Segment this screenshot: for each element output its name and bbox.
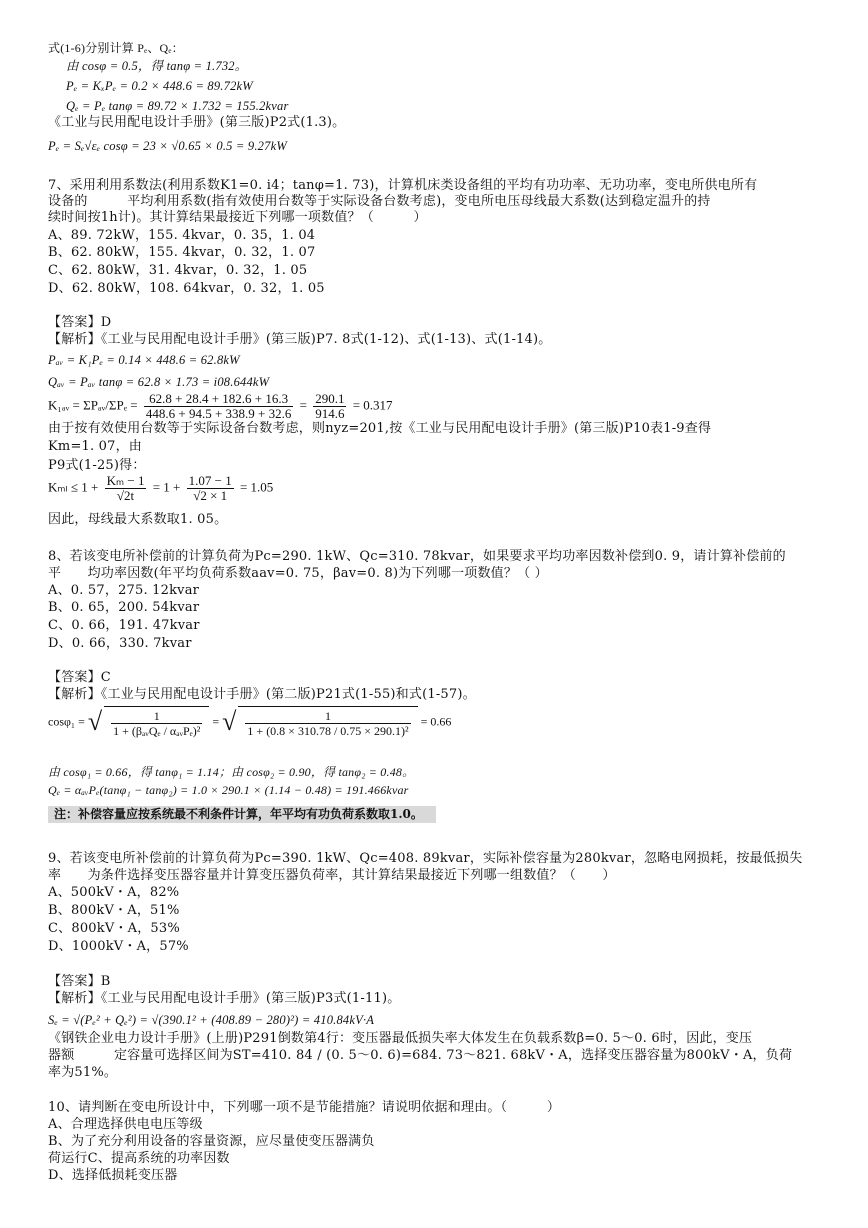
note-box: 注：补偿容量应按系统最不利条件计算，年平均有功负荷系数取1.0。: [48, 806, 436, 823]
text-line: 式(1-6)分别计算 Pₑ、Qₑ：: [48, 41, 184, 55]
fraction-numerator: Kₘ − 1: [106, 473, 145, 488]
fraction-denominator: 1 + (0.8 × 310.78 / 0.75 × 290.1)²: [247, 724, 409, 738]
option-b: B、800kV・A，51%: [48, 903, 180, 918]
option-a: A、89. 72kW，155. 4kvar，0. 35，1. 04: [48, 228, 316, 243]
fraction-denominator: √2t: [116, 488, 135, 503]
option-b: B、为了充分利用设备的容量资源，应尽量使变压器满负: [48, 1134, 375, 1149]
fraction-denominator: 914.6: [315, 406, 345, 421]
fraction-numerator: 1.07 − 1: [188, 473, 232, 488]
equation-line: Pₐᵥ = K₁Pₑ = 0.14 × 448.6 = 62.8kW: [48, 353, 240, 367]
question-7-stem: 7、采用利用系数法(利用系数K1=0. i4；tanφ=1. 73)，计算机床类设备组的平均有功功率、无功功率，变电所供电所有: [48, 178, 758, 193]
analysis-line: Km=1. 07，由: [48, 439, 143, 454]
equation-part: K₁ₐᵥ = ΣPₐᵥ/ΣPₑ =: [48, 397, 138, 413]
analysis-line: 【解析】《工业与民用配电设计手册》(第三版)P3式(1-11)。: [48, 991, 401, 1006]
equation-line: 由 cosφ₁ = 0.66，得 tanφ₁ = 1.14；由 cosφ₂ = 0.90，得 tanφ₂ = 0.48。: [48, 765, 415, 779]
option-d: D、选择低损耗变压器: [48, 1168, 178, 1183]
analysis-line: 率为51%。: [48, 1065, 118, 1080]
equation-line: Qₐᵥ = Pₐᵥ tanφ = 62.8 × 1.73 = i08.644kW: [48, 375, 270, 389]
equation-line: Sₑ = √(Pₑ² + Qₑ²) = √(390.1² + (408.89 − 280)²) = 410.84kV·A: [48, 1013, 375, 1027]
question-9-stem: 率 为条件选择变压器容量并计算变压器负荷率，其计算结果最接近下列哪一组数值？（ ）: [48, 868, 616, 883]
question-8-stem: 8、若该变电所补偿前的计算负荷为Pc=290. 1kW、Qc=310. 78kvar，如果要求平均功率因数补偿到0. 9，请计算补偿前的: [48, 549, 786, 564]
fraction-denominator: 448.6 + 94.5 + 338.9 + 32.6: [145, 406, 292, 421]
fraction: [313, 392, 346, 421]
equation-part: = 1 +: [152, 479, 181, 495]
analysis-line: 【解析】《工业与民用配电设计手册》(第三版)P7. 8式(1-12)、式(1-13)、式(1-14)。: [48, 332, 552, 347]
fraction: [144, 392, 294, 421]
option-d: D、62. 80kW，108. 64kvar，0. 32，1. 05: [48, 281, 325, 296]
equation-line: Pₑ = KₓPₑ = 0.2 × 448.6 = 89.72kW: [66, 79, 253, 93]
equation-part: = 0.66: [420, 714, 452, 729]
equation-cos-phi: cosφ₁ = √ $\frac{1}{\text{1 + (βₐᵥQₑ / αₐᵥPₑ)²}}$ = √ $\frac{1}{\text{1 + (0.8 × 310.78 / 0.75 × 290.1)²}}$ = 0.66: [48, 707, 452, 738]
option-b: B、62. 80kW，155. 4kvar，0. 32，1. 07: [48, 245, 316, 260]
analysis-line: 【解析】《工业与民用配电设计手册》(第二版)P21式(1-55)和式(1-57)。: [48, 687, 476, 702]
question-7-stem: 续时间按1h计)。其计算结果最接近下列哪一项数值？（ ）: [48, 210, 427, 225]
analysis-line: 因此，母线最大系数取1. 05。: [48, 512, 228, 527]
equation-line: Qₑ = Pₑ tanφ = 89.72 × 1.732 = 155.2kvar: [66, 99, 289, 113]
equation-part: = 1.05: [239, 479, 274, 495]
equation-line: 由 cosφ = 0.5，得 tanφ = 1.732。: [66, 59, 248, 73]
fraction-denominator: 1 + (βₐᵥQₑ / αₐᵥPₑ)²: [113, 724, 201, 738]
fraction-numerator: 62.8 + 28.4 + 182.6 + 16.3: [144, 392, 294, 407]
equation-part: = 0.317: [352, 397, 393, 413]
answer-label: 【答案】B: [48, 974, 111, 989]
question-10-stem: 10、请判断在变电所设计中，下列哪一项不是节能措施？请说明依据和理由。（ ）: [48, 1100, 561, 1115]
option-c: 荷运行C、提高系统的功率因数: [48, 1151, 230, 1166]
equation-part: Kₘₗ ≤ 1 +: [48, 479, 99, 495]
analysis-line: 《钢铁企业电力设计手册》(上册)P291倒数第4行：变压器最低损失率大体发生在负载系数β=0. 5～0. 6时，因此，变压: [48, 1031, 753, 1046]
option-a: A、500kV・A，82%: [48, 885, 180, 900]
question-9-stem: 9、若该变电所补偿前的计算负荷为Pc=390. 1kW、Qc=408. 89kvar，实际补偿容量为280kvar，忽略电网损耗，按最低损失: [48, 851, 803, 866]
fraction-numerator: 290.1: [315, 391, 345, 406]
equation-k-ml: [48, 474, 273, 503]
option-b: B、0. 65，200. 54kvar: [48, 600, 200, 615]
fraction: $\frac{1}{\text{1 + (0.8 × 310.78 / 0.75 × 290.1)²}}$: [247, 709, 409, 738]
text-line: 《工业与民用配电设计手册》(第三版)P2式(1.3)。: [48, 115, 346, 130]
option-c: C、62. 80kW，31. 4kvar，0. 32，1. 05: [48, 263, 308, 278]
fraction: [187, 474, 234, 503]
fraction: [105, 474, 147, 503]
analysis-line: 由于按有效使用台数等于实际设备台数考虑，则nyz=201,按《工业与民用配电设计手册》(第三版)P10表1-9查得: [48, 421, 712, 436]
option-d: D、1000kV・A，57%: [48, 939, 189, 954]
equation-line: Qₑ = αₐᵥPₑ(tanφ₁ − tanφ₂) = 1.0 × 290.1 × (1.14 − 0.48) = 191.466kvar: [48, 783, 409, 797]
analysis-line: P9式(1-25)得：: [48, 458, 146, 473]
answer-label: 【答案】D: [48, 315, 112, 330]
question-7-stem: 设备的 平均利用系数(指有效使用台数等于实际设备台数考虑)，变电所电压母线最大系数(达到稳定温升的持: [48, 194, 711, 209]
question-8-stem: 平 均功率因数(年平均负荷系数aav=0. 75，βav=0. 8)为下列哪一项数值？（ ）: [48, 566, 548, 581]
answer-label: 【答案】C: [48, 670, 111, 685]
equation-k-lav: K₁ₐᵥ = ΣPₐᵥ/ΣPₑ = $\frac{62.8 + 28.4 + 182.6 + 16.3}{448.6 + 94.5 + 338.9 + 32.6}$ = $\frac{290.1}{914.6}$ = 0.317: [48, 391, 393, 421]
equation-line: Pₑ = Sₑ√εₑ cosφ = 23 × √0.65 × 0.5 = 9.27kW: [48, 139, 287, 153]
option-a: A、合理选择供电电压等级: [48, 1117, 203, 1132]
fraction-numerator: 1: [111, 709, 202, 724]
fraction: [111, 709, 202, 738]
option-c: C、800kV・A，53%: [48, 921, 180, 936]
option-a: A、0. 57，275. 12kvar: [48, 583, 200, 598]
equation-part: cosφ₁ =: [48, 714, 85, 729]
option-c: C、0. 66，191. 47kvar: [48, 618, 200, 633]
fraction-denominator: √2 × 1: [193, 488, 228, 503]
option-d: D、0. 66，330. 7kvar: [48, 636, 192, 651]
analysis-line: 器额 定容量可选择区间为ST=410. 84 / (0. 5～0. 6)=684. 73～821. 68kV・A，选择变压器容量为800kV・A，负荷: [48, 1048, 793, 1063]
